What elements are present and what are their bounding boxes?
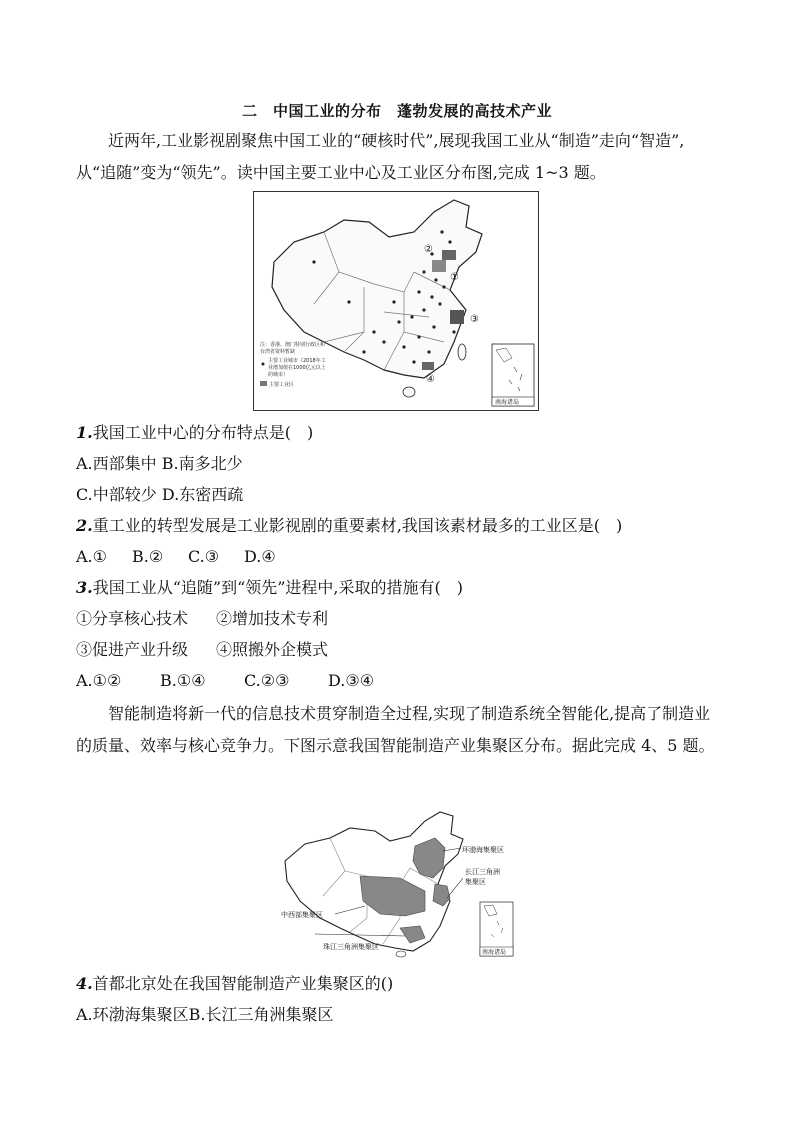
label-bohai: 环渤海集聚区: [462, 846, 504, 854]
q2-option-d[interactable]: D.④: [244, 547, 276, 566]
china-outline: [272, 200, 482, 378]
label-yangtze-line2: 集聚区: [465, 878, 486, 886]
question-3-measures-row2: [76, 639, 328, 661]
question-4: [76, 973, 393, 995]
south-sea-inset-2: [480, 902, 513, 956]
question-2-options: [76, 546, 276, 568]
marker-3: ③: [470, 314, 479, 325]
question-2: [76, 515, 622, 537]
question-4-options: [76, 1004, 334, 1026]
taiwan-island: [458, 344, 466, 360]
question-3-options: [76, 670, 374, 692]
q2-option-c[interactable]: C.③: [188, 547, 220, 566]
q2-option-a[interactable]: A.①: [76, 547, 107, 566]
marker-4: ④: [426, 374, 435, 385]
label-yangtze-line1: 长江三角洲: [465, 868, 500, 876]
zone-2: [442, 250, 456, 260]
q3-measure-3: ③促进产业升级: [76, 640, 189, 659]
legend-zone-symbol: [260, 381, 267, 386]
question-2-text: 重工业的转型发展是工业影视剧的重要素材,我国该素材最多的工业区是( ): [92, 516, 623, 535]
q1-option-a[interactable]: A.西部集中: [76, 454, 157, 473]
legend-zone-label: 主要工业区: [269, 382, 295, 388]
map1-legend: [260, 341, 326, 388]
q3-option-d[interactable]: D.③④: [328, 671, 375, 690]
question-4-text: 首都北京处在我国智能制造产业集聚区的(): [92, 974, 394, 993]
inset-label-2: 南海诸岛: [482, 949, 507, 956]
legend-city-line3: 的城市）: [268, 372, 289, 378]
legend-city-line2: 业增加值在1000亿元以上: [268, 365, 326, 371]
question-1-options-row1: [76, 453, 243, 475]
industrial-map: [253, 191, 539, 411]
china-industry-map-graphic: [254, 192, 538, 410]
q1-option-b[interactable]: B.南多北少: [161, 454, 243, 473]
inset-label: 南海诸岛: [495, 399, 520, 406]
section-title: 二 中国工业的分布 蓬勃发展的高技术产业: [241, 102, 552, 120]
zone-3: [450, 310, 464, 324]
label-pearl-river: 珠江三角洲集聚区: [323, 943, 379, 951]
legend-note-line2: 台湾省资料暂缺: [260, 349, 296, 355]
q3-option-b[interactable]: B.①④: [160, 671, 206, 690]
south-sea-inset: [492, 344, 534, 406]
question-3-measures-row1: [76, 608, 328, 630]
intro-paragraph-2: 智能制造将新一代的信息技术贯穿制造全过程,实现了制造系统全智能化,提高了制造业的质量、效率与核心竞争力。下图示意我国智能制造产业集聚区分布。据此完成 4、5 题。: [76, 704, 715, 755]
q4-option-b[interactable]: B.长江三角洲集聚区: [188, 1005, 334, 1024]
marker-2: ②: [424, 244, 433, 255]
q1-option-d[interactable]: D.东密西疏: [161, 485, 244, 504]
marker-1: ①: [450, 272, 459, 283]
question-2-number: 2.: [76, 516, 93, 535]
intro-paragraph-1: 近两年,工业影视剧聚焦中国工业的“硬核时代”,展现我国工业从“制造”走向“智造”,从“追随”变为“领先”。读中国主要工业中心及工业区分布图,完成 1~3 题。: [76, 131, 685, 182]
q4-option-a[interactable]: A.环渤海集聚区: [76, 1005, 189, 1024]
question-3-number: 3.: [76, 578, 93, 597]
question-4-number: 4.: [76, 974, 93, 993]
question-1: [76, 422, 313, 444]
hainan-island: [403, 387, 415, 397]
q3-measure-2: ②增加技术专利: [216, 609, 329, 628]
question-1-text: 我国工业中心的分布特点是( ): [92, 423, 314, 442]
question-3: [76, 577, 463, 599]
legend-city-line1: 主要工业城市（2018年工: [268, 358, 326, 364]
cluster-map-graphic: [275, 806, 515, 958]
zone-4: [422, 362, 434, 370]
question-3-text: 我国工业从“追随”到“领先”进程中,采取的措施有( ): [92, 578, 463, 597]
question-1-number: 1.: [76, 423, 93, 442]
q3-option-c[interactable]: C.②③: [244, 671, 290, 690]
q1-option-c[interactable]: C.中部较少: [76, 485, 157, 504]
q2-option-b[interactable]: B.②: [132, 547, 164, 566]
smart-manufacturing-map: [275, 806, 515, 958]
hainan-island-2: [396, 951, 406, 957]
q3-measure-1: ①分享核心技术: [76, 609, 189, 628]
q3-measure-4: ④照搬外企模式: [216, 640, 329, 659]
question-1-options-row2: [76, 484, 243, 506]
label-central-western: 中西部集聚区: [281, 911, 323, 919]
legend-city-symbol: [262, 363, 265, 366]
legend-note-line1: 注：香港、澳门特别行政区和: [260, 342, 326, 348]
q3-option-a[interactable]: A.①②: [76, 671, 122, 690]
zone-1: [432, 260, 446, 272]
